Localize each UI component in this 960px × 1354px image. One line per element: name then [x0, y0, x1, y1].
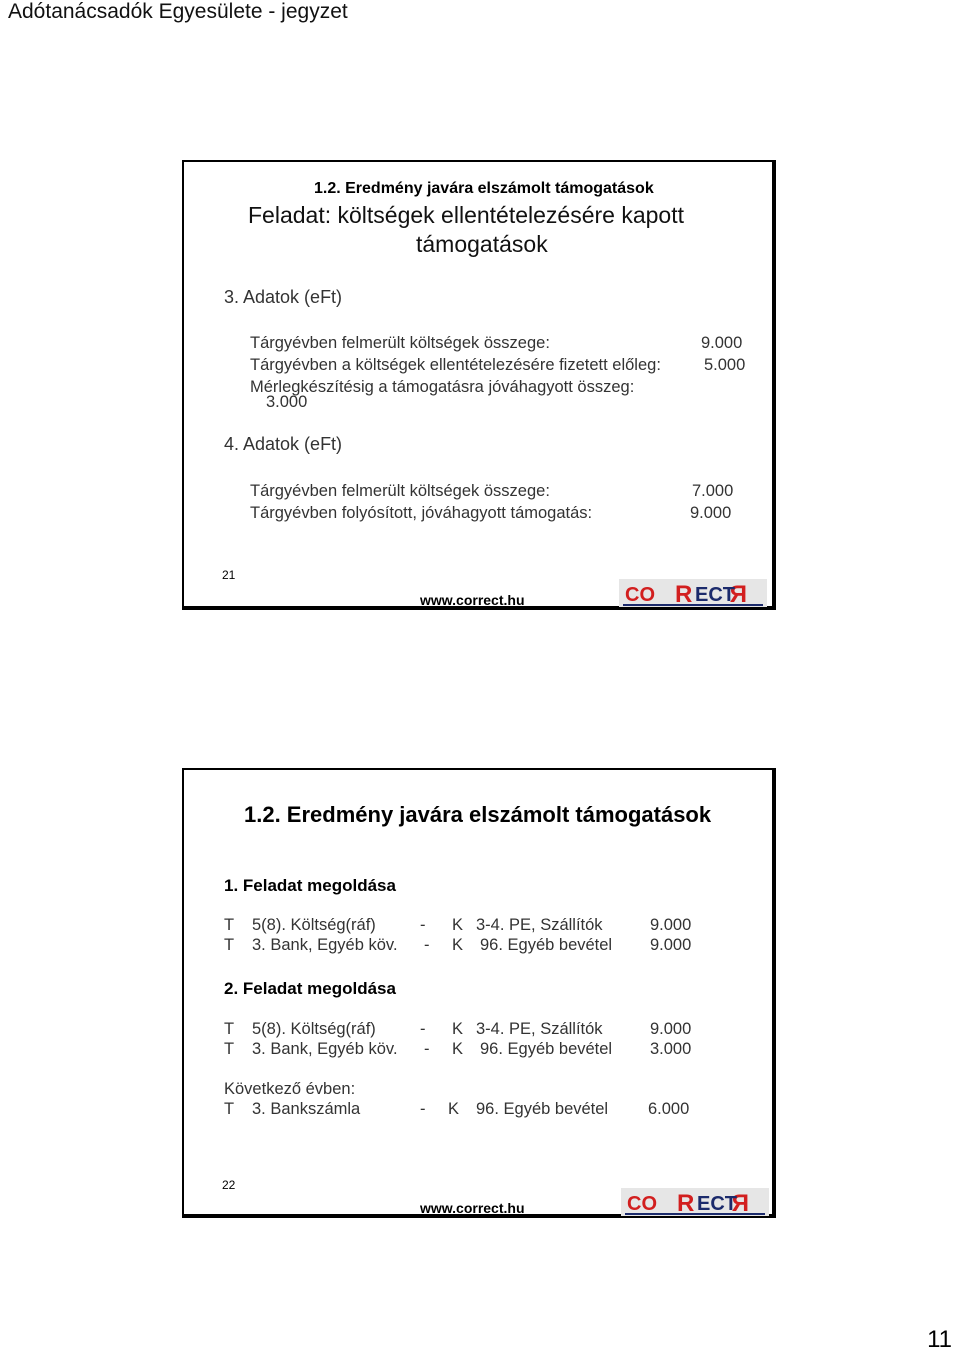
- svg-text:R: R: [731, 1190, 749, 1216]
- entry-t: T: [224, 1100, 235, 1118]
- slide-21: [182, 160, 776, 610]
- entry-debit: 3. Bank, Egyéb köv.: [252, 936, 398, 954]
- entry-k: K: [452, 1040, 464, 1058]
- entry-dash: -: [424, 1040, 430, 1058]
- document-header: Adótanácsadók Egyesülete - jegyzet: [8, 0, 348, 23]
- data-row-value: 5.000: [704, 356, 746, 374]
- entry-debit: 5(8). Költség(ráf): [252, 916, 376, 934]
- entry-dash: -: [420, 1100, 426, 1118]
- slide-title: 1.2. Eredmény javára elszámolt támogatások: [244, 802, 712, 827]
- task1-heading: 1. Feladat megoldása: [224, 876, 396, 895]
- entry-amount: 6.000: [648, 1100, 690, 1118]
- svg-text:R: R: [675, 581, 693, 607]
- data-row-label: Tárgyévben folyósított, jóváhagyott támogatás:: [250, 504, 593, 522]
- slide-subtitle: 1.2. Eredmény javára elszámolt támogatások: [314, 180, 654, 197]
- entry-k: K: [452, 936, 464, 954]
- page-number: 11: [927, 1326, 952, 1353]
- section4-heading: 4. Adatok (eFt): [224, 434, 343, 454]
- data-row-label: Tárgyévben felmerült költségek összege:: [250, 482, 550, 500]
- correct-logo: [619, 579, 767, 607]
- svg-text:R: R: [677, 1190, 695, 1216]
- data-row-value: 9.000: [701, 334, 743, 352]
- section3-heading: 3. Adatok (eFt): [224, 287, 343, 307]
- entry-amount: 9.000: [650, 936, 692, 954]
- footer-url: www.correct.hu: [420, 592, 525, 608]
- entry-t: T: [224, 916, 235, 934]
- slide-22: [182, 768, 776, 1218]
- data-row-value: 9.000: [690, 504, 732, 522]
- entry-dash: -: [420, 916, 426, 934]
- slide-number: 22: [222, 1178, 236, 1192]
- entry-credit: 96. Egyéb bevétel: [476, 1100, 609, 1118]
- entry-t: T: [224, 1040, 235, 1058]
- entry-amount: 9.000: [650, 1020, 692, 1038]
- entry-dash: -: [424, 936, 430, 954]
- svg-text:CO: CO: [625, 584, 655, 606]
- entry-k: K: [448, 1100, 460, 1118]
- entry-t: T: [224, 936, 235, 954]
- entry-debit: 3. Bankszámla: [252, 1100, 361, 1118]
- data-row-value: 7.000: [692, 482, 734, 500]
- entry-credit: 3-4. PE, Szállítók: [476, 1020, 603, 1038]
- entry-k: K: [452, 916, 464, 934]
- entry-amount: 9.000: [650, 916, 692, 934]
- entry-debit: 3. Bank, Egyéb köv.: [252, 1040, 398, 1058]
- task2-heading: 2. Feladat megoldása: [224, 979, 396, 998]
- footer-url: www.correct.hu: [420, 1200, 525, 1216]
- svg-text:R: R: [729, 581, 747, 607]
- svg-text:ECT: ECT: [697, 1193, 737, 1215]
- correct-logo: [621, 1188, 769, 1216]
- entry-k: K: [452, 1020, 464, 1038]
- svg-text:ECT: ECT: [695, 584, 735, 606]
- entry-debit: 5(8). Költség(ráf): [252, 1020, 376, 1038]
- slide-title-line1: Feladat: költségek ellentételezésére kapott: [248, 202, 684, 228]
- data-row-label: Tárgyévben a költségek ellentételezésére fizetett előleg:: [250, 356, 661, 374]
- svg-text:CO: CO: [627, 1193, 657, 1215]
- entry-dash: -: [420, 1020, 426, 1038]
- slide-number: 21: [222, 568, 236, 582]
- slide-title-line2: támogatások: [416, 231, 548, 257]
- data-row-value: 3.000: [266, 393, 308, 411]
- next-year-label: Következő évben:: [224, 1080, 356, 1098]
- entry-credit: 3-4. PE, Szállítók: [476, 916, 603, 934]
- data-row-label: Mérlegkészítésig a támogatásra jóváhagyott összeg:: [250, 378, 635, 396]
- entry-credit: 96. Egyéb bevétel: [480, 936, 613, 954]
- data-row-label: Tárgyévben felmerült költségek összege:: [250, 334, 550, 352]
- entry-credit: 96. Egyéb bevétel: [480, 1040, 613, 1058]
- entry-t: T: [224, 1020, 235, 1038]
- entry-amount: 3.000: [650, 1040, 692, 1058]
